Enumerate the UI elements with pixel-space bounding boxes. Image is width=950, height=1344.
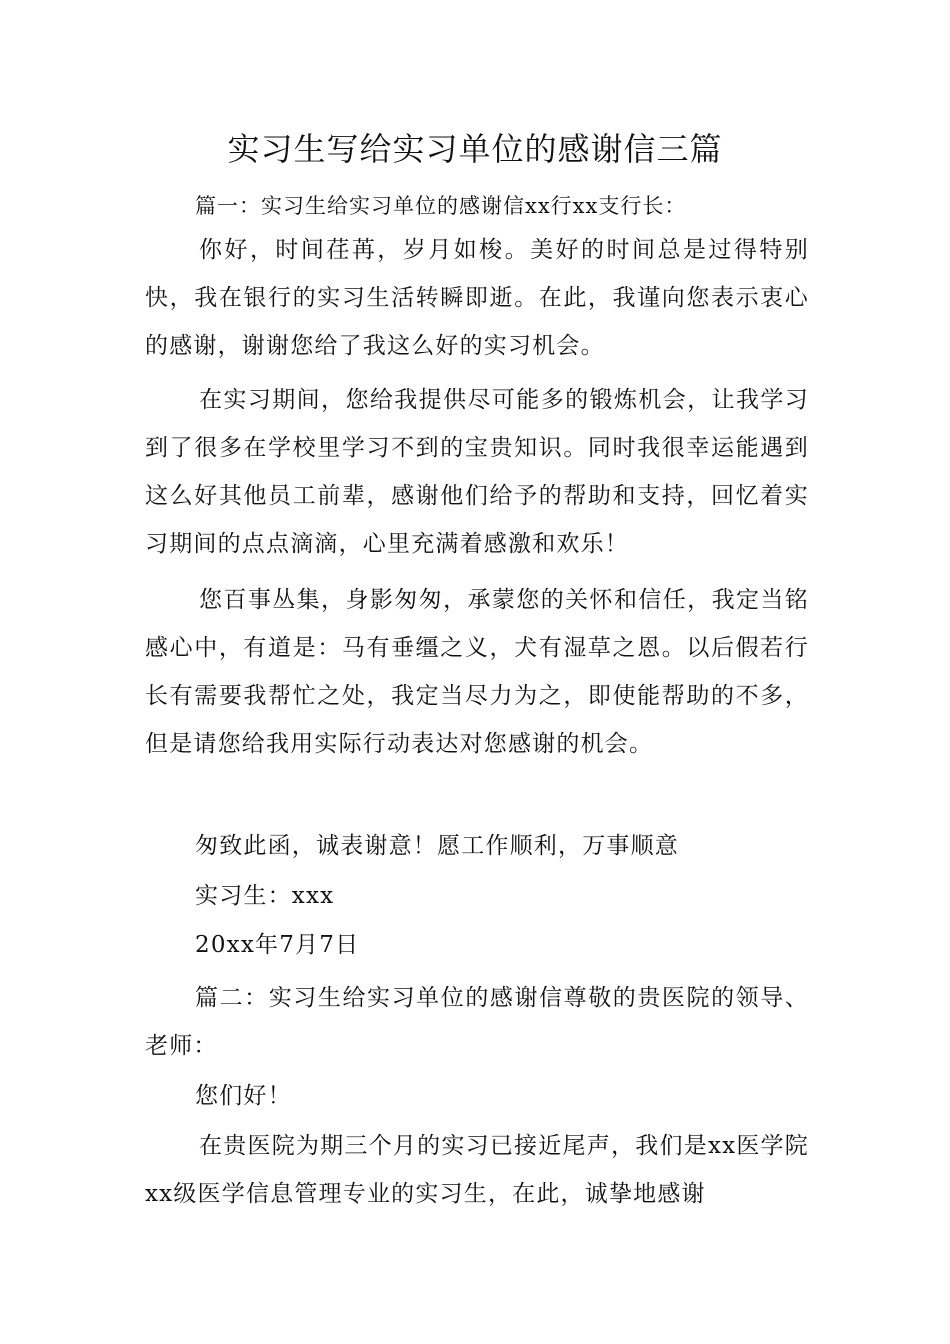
section-one-heading: 篇一：实习生给实习单位的感谢信xx行xx支行长： xyxy=(195,194,687,218)
document-title: 实习生写给实习单位的感谢信三篇 xyxy=(227,130,723,168)
section-two-heading: 篇二：实习生给实习单位的感谢信尊敬的贵医院的领导、老师： xyxy=(145,985,809,1059)
date-line: 20xx年7月7日 xyxy=(195,932,360,958)
paragraph-gratitude: 您百事丛集，身影匆匆，承蒙您的关怀和信任，我定当铭感心中，有道是：马有垂缰之义，犬有湿草之恩。以后假若行长有需要我帮忙之处，我定当尽力为之，即使能帮助的不多，但是请您给我用实际行动表达对您感谢的机会。 xyxy=(145,587,809,757)
paragraph-hospital-intro: 在贵医院为期三个月的实习已接近尾声，我们是xx医学院xx级医学信息管理专业的实习生，在此，诚挚地感谢 xyxy=(145,1133,809,1207)
paragraph-salutation: 您们好！ xyxy=(195,1083,292,1109)
paragraph-closing: 匆致此函，诚表谢意！愿工作顺利，万事顺意 xyxy=(195,833,679,859)
signature-line: 实习生：xxx xyxy=(195,883,335,909)
paragraph-internship-period: 在实习期间，您给我提供尽可能多的锻炼机会，让我学习到了很多在学校里学习不到的宝贵知识。同时我很幸运能遇到这么好其他员工前辈，感谢他们给予的帮助和支持，回忆着实习期间的点点滴滴，心里充满着感激和欢乐！ xyxy=(145,387,809,557)
paragraph-greeting: 你好，时间荏苒，岁月如梭。美好的时间总是过得特别快，我在银行的实习生活转瞬即逝。在此，我谨向您表示衷心的感谢，谢谢您给了我这么好的实习机会。 xyxy=(145,237,809,359)
